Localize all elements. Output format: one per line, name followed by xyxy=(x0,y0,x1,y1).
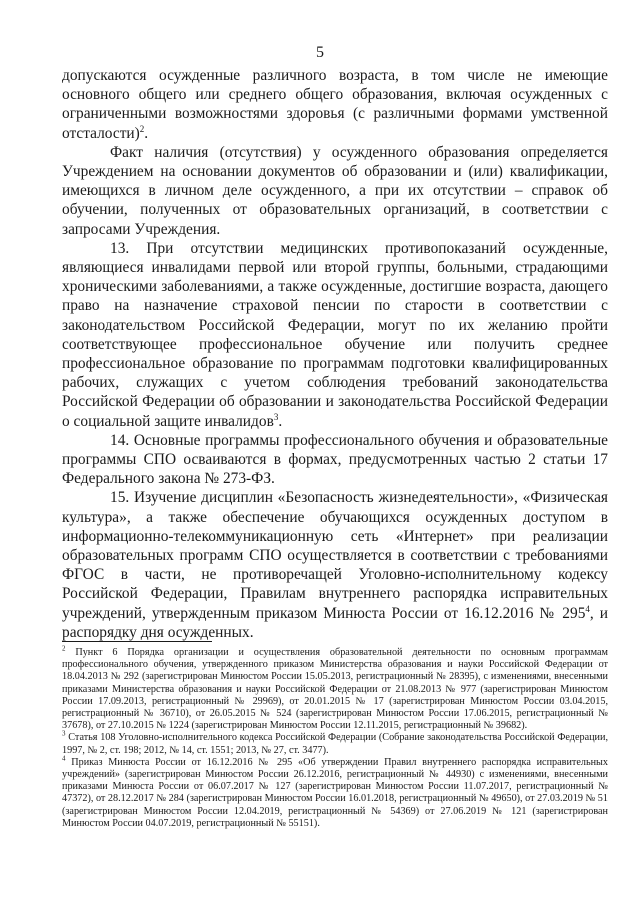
paragraph-text: 13. При отсутствии медицинских противопоказаний осужденные, являющиеся инвалидами первой или второй группы, больными, страдающими хроническими заболеваниями, а также осужденные, достигшие возраста, дающего право на назначение страховой пенсии по старости в соответствии с законодательством Российской Федерации, могут по их желанию пройти соответствующее профессиональное обучение или получить среднее профессиональное образование по программам подготовки квалифицированных рабочих, служащих с учетом соблюдения требований законодательства Российской Федерации об образовании и законодательства Российской Федерации о социальной защите инвалидов xyxy=(62,239,608,430)
paragraph-15 xyxy=(62,488,608,642)
paragraph-tail: . xyxy=(144,124,149,142)
footnote-ref[interactable]: 3 xyxy=(273,411,279,422)
footnote-text: Приказ Минюста России от 16.12.2016 № 295 «Об утверждении Правил внутреннего распорядка исправительных учреждений» (зарегистрирован Минюстом России 26.12.2016, регистрационный № 44930) с изменениями, внесенными приказами Минюста России от 06.07.2017 № 127 (зарегистрирован Минюстом России 11.07.2017, регистрационный № 47372), от 28.12.2017 № 284 (зарегистрирован Минюстом России 16.01.2018, регистрационный № 49650), от 27.03.2019 № 51 (зарегистрирован Минюстом России 12.04.2019, регистрационный № 54369) от 27.06.2019 № 121 (зарегистрирован Минюстом России 04.07.2019, регистрационный № 55151). xyxy=(62,756,608,829)
footnote-text: Статья 108 Уголовно-исполнительного кодекса Российской Федерации (Собрание законодательства Российской Федерации, 1997, № 2, ст. 198; 2012, № 14, ст. 1551; 2013, № 27, ст. 3477). xyxy=(62,732,608,756)
paragraph-tail: , и распорядку дня осужденных. xyxy=(62,604,608,641)
footnote-text: Пункт 6 Порядка организации и осуществления образовательной деятельности по основным программам профессионального обучения, утвержденного приказом Министерства образования и науки Российской Федерации от 18.04.2013 № 292 (зарегистрирован Минюстом России 15.05.2013, регистрационный № 28395), с изменениями, внесенными приказами Министерства образования и науки Российской Федерации от 21.08.2013 № 977 (зарегистрирован Минюстом России 17.09.2013, регистрационный № 29969), от 20.01.2015 № 17 (зарегистрирован Минюстом России 03.04.2015, регистрационный № 36710), от 26.05.2015 № 524 (зарегистрирован Минюстом России 17.06.2015, регистрационный № 37678), от 27.10.2015 № 1224 (зарегистрирован Минюстом России 12.11.2015, регистрационный № 39682). xyxy=(62,647,608,732)
footnote-mark: 4 xyxy=(62,754,66,763)
body-text xyxy=(62,66,608,642)
paragraph-education-fact xyxy=(62,143,608,239)
paragraph-14 xyxy=(62,431,608,489)
paragraph-text: допускаются осужденные различного возраста, в том числе не имеющие основного общего или среднего общего образования, включая осужденных с ограниченными возможностями здоровья (с различными формами умственной отсталости) xyxy=(62,67,608,142)
footnote-mark: 2 xyxy=(62,644,66,653)
footnote-divider xyxy=(62,641,212,642)
paragraph-tail: . xyxy=(278,412,283,430)
paragraph-text: 14. Основные программы профессионального обучения и образовательные программы СПО осваиваются в формах, предусмотренных частью 2 статьи 17 Федерального закона № 273-ФЗ. xyxy=(62,431,608,488)
footnote-3 xyxy=(62,732,608,756)
footnote-ref[interactable]: 4 xyxy=(585,603,590,614)
paragraph-text: 15. Изучение дисциплин «Безопасность жизнедеятельности», «Физическая культура», а также обеспечение обучающихся осужденных доступом в информационно-телекоммуникационную сеть «Интернет» при реализации образовательных программ СПО осуществляется в соответствии с требованиями ФГОС в части, не противоречащей Уголовно-исполнительному кодексу Российской Федерации, Правилам внутреннего распорядка исправительных учреждений, утвержденным приказом Минюста России от 16.12.2016 № 295 xyxy=(62,489,608,622)
footnote-4 xyxy=(62,754,608,830)
paragraph-continuation xyxy=(62,66,608,143)
page-number: 5 xyxy=(316,44,324,61)
footnote-ref[interactable]: 2 xyxy=(139,123,145,134)
footnote-mark: 3 xyxy=(62,730,66,739)
paragraph-text: Факт наличия (отсутствия) у осужденного образования определяется Учреждением на основании документов об образовании и (или) квалификации, имеющихся в личном деле осужденного, а при их отсутствии – справок об обучении, полученных от образовательных организаций, в соответствии с запросами Учреждения. xyxy=(62,143,608,238)
footnote-2 xyxy=(62,644,608,732)
footnotes xyxy=(62,644,608,830)
paragraph-13 xyxy=(62,239,608,431)
